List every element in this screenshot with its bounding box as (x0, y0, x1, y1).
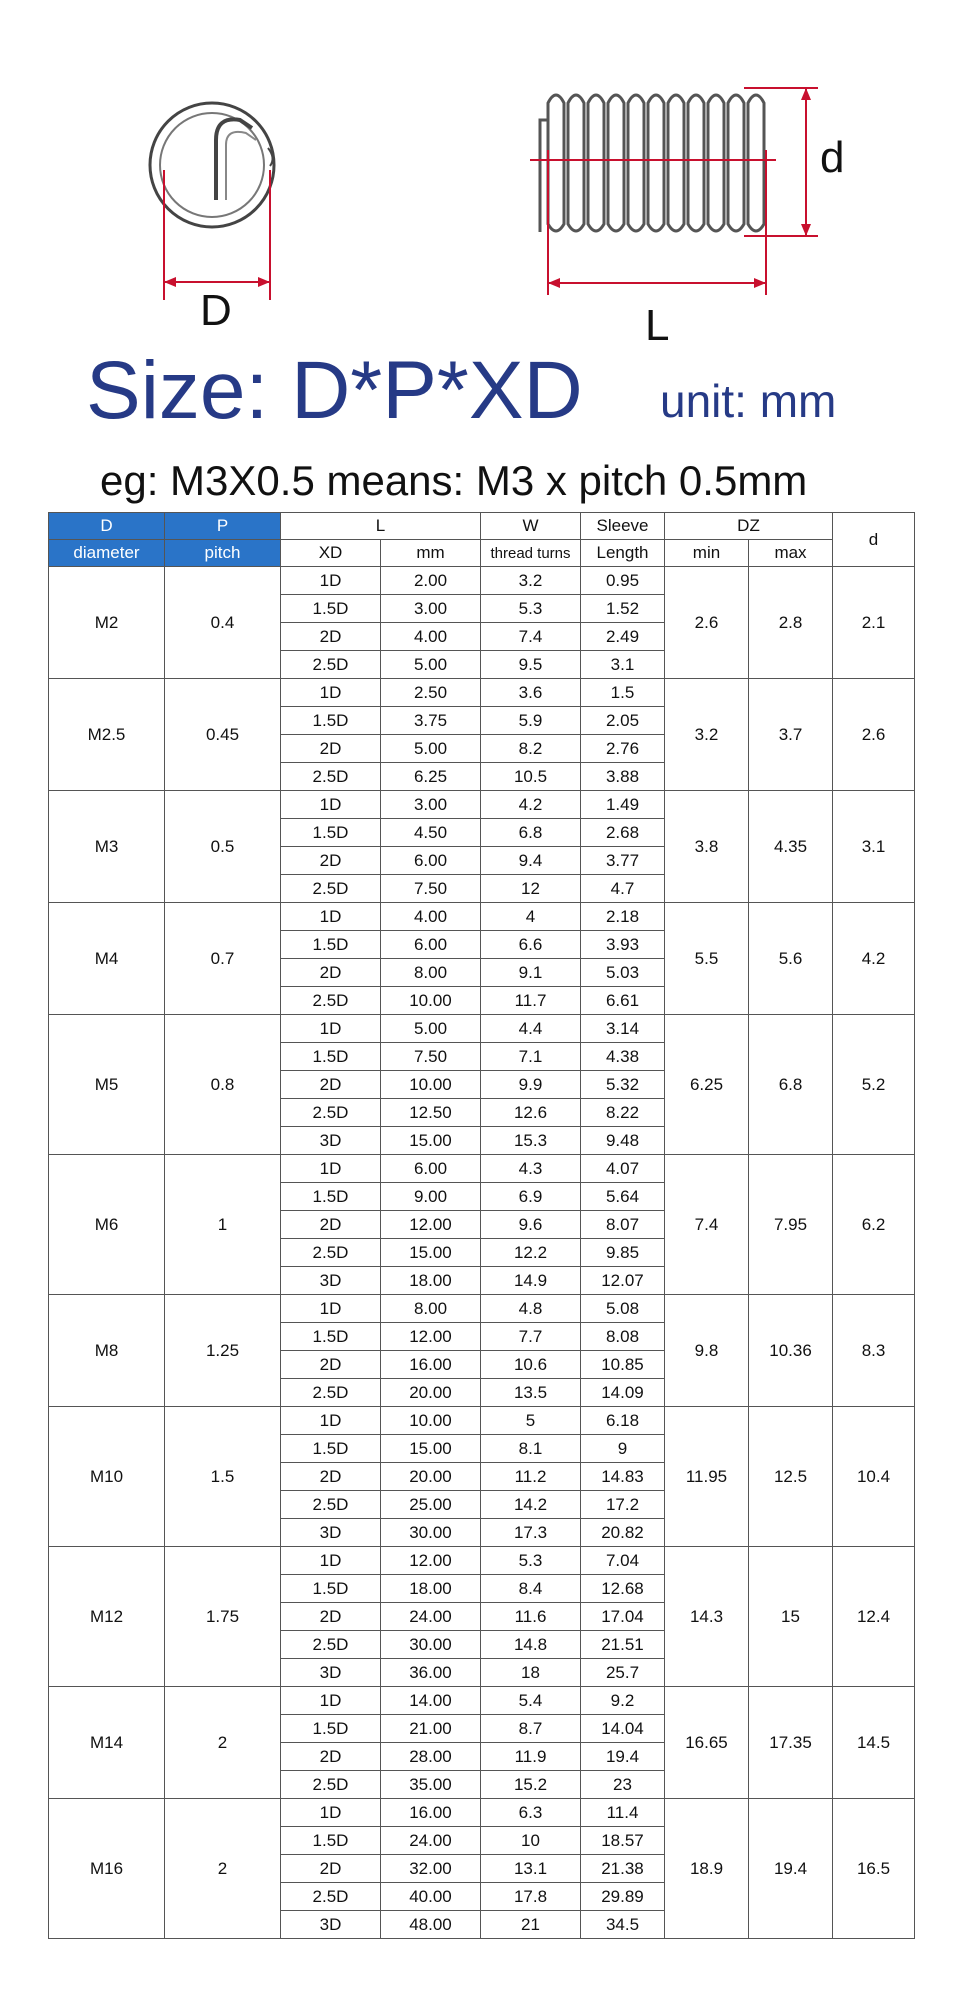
length-mm-cell: 3.75 (381, 707, 481, 735)
sleeve-length-cell: 18.57 (581, 1827, 665, 1855)
size-cell: M4 (49, 903, 165, 1015)
thread-turns-cell: 18 (481, 1659, 581, 1687)
header-pitch: pitch (165, 540, 281, 567)
diagram-area (0, 0, 962, 350)
xd-cell: 1D (281, 1155, 381, 1183)
xd-cell: 1D (281, 903, 381, 931)
d-cell: 16.5 (833, 1799, 915, 1939)
pitch-cell: 0.45 (165, 679, 281, 791)
xd-cell: 2.5D (281, 1883, 381, 1911)
length-mm-cell: 12.00 (381, 1211, 481, 1239)
thread-turns-cell: 13.5 (481, 1379, 581, 1407)
size-cell: M12 (49, 1547, 165, 1687)
xd-cell: 1D (281, 1407, 381, 1435)
sleeve-length-cell: 8.22 (581, 1099, 665, 1127)
xd-cell: 2.5D (281, 1771, 381, 1799)
thread-turns-cell: 11.2 (481, 1463, 581, 1491)
sleeve-length-cell: 8.07 (581, 1211, 665, 1239)
size-cell: M2.5 (49, 679, 165, 791)
length-mm-cell: 40.00 (381, 1883, 481, 1911)
coil-side-drawing (540, 95, 764, 232)
header-P: P (165, 513, 281, 540)
d-cell: 6.2 (833, 1155, 915, 1295)
thread-turns-cell: 8.7 (481, 1715, 581, 1743)
xd-cell: 2.5D (281, 1379, 381, 1407)
d-cell: 2.6 (833, 679, 915, 791)
dz-max-cell: 7.95 (749, 1155, 833, 1295)
sleeve-length-cell: 23 (581, 1771, 665, 1799)
sleeve-length-cell: 12.07 (581, 1267, 665, 1295)
sleeve-length-cell: 21.51 (581, 1631, 665, 1659)
dimension-label-L: L (645, 301, 670, 350)
sleeve-length-cell: 2.18 (581, 903, 665, 931)
dz-min-cell: 14.3 (665, 1547, 749, 1687)
xd-cell: 3D (281, 1659, 381, 1687)
dz-max-cell: 19.4 (749, 1799, 833, 1939)
sleeve-length-cell: 9.48 (581, 1127, 665, 1155)
length-mm-cell: 7.50 (381, 875, 481, 903)
pitch-cell: 0.4 (165, 567, 281, 679)
spec-table (48, 512, 915, 1939)
thread-turns-cell: 15.2 (481, 1771, 581, 1799)
xd-cell: 2.5D (281, 1491, 381, 1519)
sleeve-length-cell: 5.32 (581, 1071, 665, 1099)
thread-turns-cell: 17.3 (481, 1519, 581, 1547)
xd-cell: 2D (281, 1211, 381, 1239)
d-cell: 5.2 (833, 1015, 915, 1155)
dz-min-cell: 7.4 (665, 1155, 749, 1295)
length-mm-cell: 35.00 (381, 1771, 481, 1799)
table-row (49, 1155, 915, 1183)
size-cell: M3 (49, 791, 165, 903)
length-mm-cell: 12.00 (381, 1547, 481, 1575)
length-mm-cell: 3.00 (381, 791, 481, 819)
length-mm-cell: 32.00 (381, 1855, 481, 1883)
dz-max-cell: 6.8 (749, 1015, 833, 1155)
thread-turns-cell: 9.4 (481, 847, 581, 875)
xd-cell: 2D (281, 959, 381, 987)
pitch-cell: 1.25 (165, 1295, 281, 1407)
length-mm-cell: 24.00 (381, 1603, 481, 1631)
size-cell: M10 (49, 1407, 165, 1547)
xd-cell: 3D (281, 1127, 381, 1155)
xd-cell: 2D (281, 847, 381, 875)
thread-insert-diagram (0, 0, 962, 350)
pitch-cell: 0.7 (165, 903, 281, 1015)
length-mm-cell: 10.00 (381, 987, 481, 1015)
sleeve-length-cell: 4.07 (581, 1155, 665, 1183)
sleeve-length-cell: 6.18 (581, 1407, 665, 1435)
d-cell: 10.4 (833, 1407, 915, 1547)
pitch-cell: 1 (165, 1155, 281, 1295)
thread-turns-cell: 12.6 (481, 1099, 581, 1127)
length-mm-cell: 36.00 (381, 1659, 481, 1687)
L-dimension (548, 150, 766, 295)
length-mm-cell: 10.00 (381, 1407, 481, 1435)
thread-turns-cell: 6.6 (481, 931, 581, 959)
xd-cell: 1.5D (281, 1575, 381, 1603)
xd-cell: 1D (281, 1295, 381, 1323)
length-mm-cell: 21.00 (381, 1715, 481, 1743)
length-mm-cell: 20.00 (381, 1463, 481, 1491)
xd-cell: 2.5D (281, 875, 381, 903)
sleeve-length-cell: 7.04 (581, 1547, 665, 1575)
sleeve-length-cell: 0.95 (581, 567, 665, 595)
sleeve-length-cell: 5.64 (581, 1183, 665, 1211)
xd-cell: 1.5D (281, 595, 381, 623)
sleeve-length-cell: 5.03 (581, 959, 665, 987)
dz-min-cell: 6.25 (665, 1015, 749, 1155)
thread-turns-cell: 21 (481, 1911, 581, 1939)
sleeve-length-cell: 19.4 (581, 1743, 665, 1771)
pitch-cell: 2 (165, 1799, 281, 1939)
xd-cell: 1D (281, 1547, 381, 1575)
sleeve-length-cell: 25.7 (581, 1659, 665, 1687)
length-mm-cell: 5.00 (381, 1015, 481, 1043)
xd-cell: 3D (281, 1267, 381, 1295)
table-row (49, 679, 915, 707)
length-mm-cell: 24.00 (381, 1827, 481, 1855)
thread-turns-cell: 4.3 (481, 1155, 581, 1183)
xd-cell: 1.5D (281, 819, 381, 847)
xd-cell: 3D (281, 1911, 381, 1939)
xd-cell: 2D (281, 1351, 381, 1379)
dz-max-cell: 5.6 (749, 903, 833, 1015)
length-mm-cell: 15.00 (381, 1239, 481, 1267)
sleeve-length-cell: 3.1 (581, 651, 665, 679)
sleeve-length-cell: 17.04 (581, 1603, 665, 1631)
thread-turns-cell: 15.3 (481, 1127, 581, 1155)
sleeve-length-cell: 3.88 (581, 763, 665, 791)
sleeve-length-cell: 14.09 (581, 1379, 665, 1407)
thread-turns-cell: 5 (481, 1407, 581, 1435)
sleeve-length-cell: 14.83 (581, 1463, 665, 1491)
thread-turns-cell: 5.4 (481, 1687, 581, 1715)
thread-turns-cell: 11.7 (481, 987, 581, 1015)
thread-turns-cell: 14.8 (481, 1631, 581, 1659)
unit-label: unit: mm (660, 375, 837, 427)
dz-min-cell: 11.95 (665, 1407, 749, 1547)
thread-turns-cell: 11.6 (481, 1603, 581, 1631)
pitch-cell: 0.8 (165, 1015, 281, 1155)
thread-turns-cell: 6.9 (481, 1183, 581, 1211)
thread-turns-cell: 12 (481, 875, 581, 903)
size-cell: M2 (49, 567, 165, 679)
dz-max-cell: 10.36 (749, 1295, 833, 1407)
size-title: Size: D*P*XD (86, 345, 583, 436)
length-mm-cell: 15.00 (381, 1435, 481, 1463)
sleeve-length-cell: 3.93 (581, 931, 665, 959)
dz-min-cell: 16.65 (665, 1687, 749, 1799)
dimension-label-d: d (820, 133, 845, 182)
thread-turns-cell: 4.2 (481, 791, 581, 819)
header-mm: mm (381, 540, 481, 567)
sleeve-length-cell: 1.5 (581, 679, 665, 707)
size-cell: M6 (49, 1155, 165, 1295)
thread-turns-cell: 17.8 (481, 1883, 581, 1911)
thread-turns-cell: 6.3 (481, 1799, 581, 1827)
xd-cell: 1D (281, 791, 381, 819)
d-cell: 2.1 (833, 567, 915, 679)
sleeve-length-cell: 1.49 (581, 791, 665, 819)
length-mm-cell: 7.50 (381, 1043, 481, 1071)
xd-cell: 2D (281, 1463, 381, 1491)
thread-turns-cell: 8.2 (481, 735, 581, 763)
table-row (49, 1547, 915, 1575)
length-mm-cell: 30.00 (381, 1519, 481, 1547)
sleeve-length-cell: 12.68 (581, 1575, 665, 1603)
dz-max-cell: 12.5 (749, 1407, 833, 1547)
length-mm-cell: 4.00 (381, 903, 481, 931)
sleeve-length-cell: 3.77 (581, 847, 665, 875)
length-mm-cell: 48.00 (381, 1911, 481, 1939)
sleeve-length-cell: 2.05 (581, 707, 665, 735)
d-cell: 14.5 (833, 1687, 915, 1799)
length-mm-cell: 4.50 (381, 819, 481, 847)
xd-cell: 1D (281, 1687, 381, 1715)
length-mm-cell: 9.00 (381, 1183, 481, 1211)
length-mm-cell: 12.00 (381, 1323, 481, 1351)
thread-turns-cell: 11.9 (481, 1743, 581, 1771)
sleeve-length-cell: 4.7 (581, 875, 665, 903)
xd-cell: 2.5D (281, 1099, 381, 1127)
spec-table-body (49, 567, 915, 1939)
xd-cell: 1.5D (281, 1715, 381, 1743)
header-XD: XD (281, 540, 381, 567)
xd-cell: 2.5D (281, 1239, 381, 1267)
length-mm-cell: 30.00 (381, 1631, 481, 1659)
dz-min-cell: 9.8 (665, 1295, 749, 1407)
pitch-cell: 2 (165, 1687, 281, 1799)
thread-turns-cell: 9.9 (481, 1071, 581, 1099)
xd-cell: 2D (281, 623, 381, 651)
sleeve-length-cell: 2.49 (581, 623, 665, 651)
xd-cell: 3D (281, 1519, 381, 1547)
length-mm-cell: 15.00 (381, 1127, 481, 1155)
sleeve-length-cell: 8.08 (581, 1323, 665, 1351)
table-row (49, 1407, 915, 1435)
header-sleeve: Sleeve (581, 513, 665, 540)
thread-turns-cell: 6.8 (481, 819, 581, 847)
thread-turns-cell: 5.3 (481, 1547, 581, 1575)
xd-cell: 1.5D (281, 707, 381, 735)
dz-max-cell: 15 (749, 1547, 833, 1687)
size-cell: M8 (49, 1295, 165, 1407)
table-row (49, 1687, 915, 1715)
header-length: Length (581, 540, 665, 567)
xd-cell: 1.5D (281, 1827, 381, 1855)
xd-cell: 1.5D (281, 1323, 381, 1351)
thread-turns-cell: 5.3 (481, 595, 581, 623)
xd-cell: 1.5D (281, 1183, 381, 1211)
dz-min-cell: 2.6 (665, 567, 749, 679)
length-mm-cell: 5.00 (381, 735, 481, 763)
sleeve-length-cell: 17.2 (581, 1491, 665, 1519)
sleeve-length-cell: 9 (581, 1435, 665, 1463)
pitch-cell: 1.75 (165, 1547, 281, 1687)
length-mm-cell: 10.00 (381, 1071, 481, 1099)
sleeve-length-cell: 4.38 (581, 1043, 665, 1071)
thread-turns-cell: 14.2 (481, 1491, 581, 1519)
xd-cell: 2.5D (281, 651, 381, 679)
sleeve-length-cell: 21.38 (581, 1855, 665, 1883)
table-row (49, 1799, 915, 1827)
xd-cell: 1.5D (281, 931, 381, 959)
size-cell: M14 (49, 1687, 165, 1799)
thread-turns-cell: 9.5 (481, 651, 581, 679)
dz-min-cell: 3.8 (665, 791, 749, 903)
header-d: d (833, 513, 915, 567)
header-diameter: diameter (49, 540, 165, 567)
dimension-label-D: D (200, 286, 232, 335)
size-cell: M5 (49, 1015, 165, 1155)
dz-min-cell: 5.5 (665, 903, 749, 1015)
thread-turns-cell: 13.1 (481, 1855, 581, 1883)
xd-cell: 1D (281, 1799, 381, 1827)
length-mm-cell: 2.50 (381, 679, 481, 707)
example-text: eg: M3X0.5 means: M3 x pitch 0.5mm (100, 457, 808, 504)
thread-turns-cell: 7.7 (481, 1323, 581, 1351)
length-mm-cell: 18.00 (381, 1267, 481, 1295)
xd-cell: 2D (281, 1603, 381, 1631)
thread-turns-cell: 9.6 (481, 1211, 581, 1239)
length-mm-cell: 4.00 (381, 623, 481, 651)
table-row (49, 903, 915, 931)
thread-turns-cell: 12.2 (481, 1239, 581, 1267)
pitch-cell: 1.5 (165, 1407, 281, 1547)
dz-max-cell: 3.7 (749, 679, 833, 791)
length-mm-cell: 6.00 (381, 847, 481, 875)
thread-turns-cell: 5.9 (481, 707, 581, 735)
length-mm-cell: 25.00 (381, 1491, 481, 1519)
length-mm-cell: 8.00 (381, 959, 481, 987)
length-mm-cell: 2.00 (381, 567, 481, 595)
thread-turns-cell: 9.1 (481, 959, 581, 987)
length-mm-cell: 6.25 (381, 763, 481, 791)
d-cell: 8.3 (833, 1295, 915, 1407)
sleeve-length-cell: 29.89 (581, 1883, 665, 1911)
thread-turns-cell: 14.9 (481, 1267, 581, 1295)
length-mm-cell: 20.00 (381, 1379, 481, 1407)
xd-cell: 1D (281, 679, 381, 707)
xd-cell: 1D (281, 567, 381, 595)
sleeve-length-cell: 5.08 (581, 1295, 665, 1323)
header-D: D (49, 513, 165, 540)
xd-cell: 2D (281, 1855, 381, 1883)
xd-cell: 2.5D (281, 987, 381, 1015)
thread-turns-cell: 8.1 (481, 1435, 581, 1463)
thread-turns-cell: 7.1 (481, 1043, 581, 1071)
d-cell: 12.4 (833, 1547, 915, 1687)
sleeve-length-cell: 2.76 (581, 735, 665, 763)
thread-turns-cell: 10 (481, 1827, 581, 1855)
sleeve-length-cell: 1.52 (581, 595, 665, 623)
table-row (49, 567, 915, 595)
dz-max-cell: 17.35 (749, 1687, 833, 1799)
header-max: max (749, 540, 833, 567)
table-row (49, 1015, 915, 1043)
thread-turns-cell: 10.5 (481, 763, 581, 791)
length-mm-cell: 12.50 (381, 1099, 481, 1127)
xd-cell: 1.5D (281, 1435, 381, 1463)
xd-cell: 1D (281, 1015, 381, 1043)
sleeve-length-cell: 6.61 (581, 987, 665, 1015)
thread-turns-cell: 7.4 (481, 623, 581, 651)
header-W: W (481, 513, 581, 540)
size-cell: M16 (49, 1799, 165, 1939)
sleeve-length-cell: 3.14 (581, 1015, 665, 1043)
length-mm-cell: 5.00 (381, 651, 481, 679)
d-cell: 3.1 (833, 791, 915, 903)
xd-cell: 2.5D (281, 1631, 381, 1659)
d-dimension (530, 88, 818, 236)
sleeve-length-cell: 10.85 (581, 1351, 665, 1379)
thread-turns-cell: 4.8 (481, 1295, 581, 1323)
dz-max-cell: 4.35 (749, 791, 833, 903)
xd-cell: 2D (281, 1071, 381, 1099)
end-view-drawing (150, 103, 274, 227)
length-mm-cell: 18.00 (381, 1575, 481, 1603)
thread-turns-cell: 10.6 (481, 1351, 581, 1379)
sleeve-length-cell: 14.04 (581, 1715, 665, 1743)
sleeve-length-cell: 2.68 (581, 819, 665, 847)
xd-cell: 2.5D (281, 763, 381, 791)
sleeve-length-cell: 9.2 (581, 1687, 665, 1715)
header-L: L (281, 513, 481, 540)
thread-turns-cell: 4 (481, 903, 581, 931)
sleeve-length-cell: 9.85 (581, 1239, 665, 1267)
length-mm-cell: 6.00 (381, 1155, 481, 1183)
length-mm-cell: 3.00 (381, 595, 481, 623)
dz-min-cell: 3.2 (665, 679, 749, 791)
length-mm-cell: 8.00 (381, 1295, 481, 1323)
xd-cell: 1.5D (281, 1043, 381, 1071)
table-row (49, 1295, 915, 1323)
header-thread-turns: thread turns (481, 540, 581, 567)
length-mm-cell: 16.00 (381, 1351, 481, 1379)
xd-cell: 2D (281, 735, 381, 763)
header-DZ: DZ (665, 513, 833, 540)
thread-turns-cell: 4.4 (481, 1015, 581, 1043)
sleeve-length-cell: 20.82 (581, 1519, 665, 1547)
length-mm-cell: 6.00 (381, 931, 481, 959)
thread-turns-cell: 3.2 (481, 567, 581, 595)
thread-turns-cell: 8.4 (481, 1575, 581, 1603)
length-mm-cell: 28.00 (381, 1743, 481, 1771)
dz-max-cell: 2.8 (749, 567, 833, 679)
dz-min-cell: 18.9 (665, 1799, 749, 1939)
table-row (49, 791, 915, 819)
sleeve-length-cell: 11.4 (581, 1799, 665, 1827)
length-mm-cell: 14.00 (381, 1687, 481, 1715)
thread-turns-cell: 3.6 (481, 679, 581, 707)
length-mm-cell: 16.00 (381, 1799, 481, 1827)
d-cell: 4.2 (833, 903, 915, 1015)
pitch-cell: 0.5 (165, 791, 281, 903)
sleeve-length-cell: 34.5 (581, 1911, 665, 1939)
xd-cell: 2D (281, 1743, 381, 1771)
header-min: min (665, 540, 749, 567)
